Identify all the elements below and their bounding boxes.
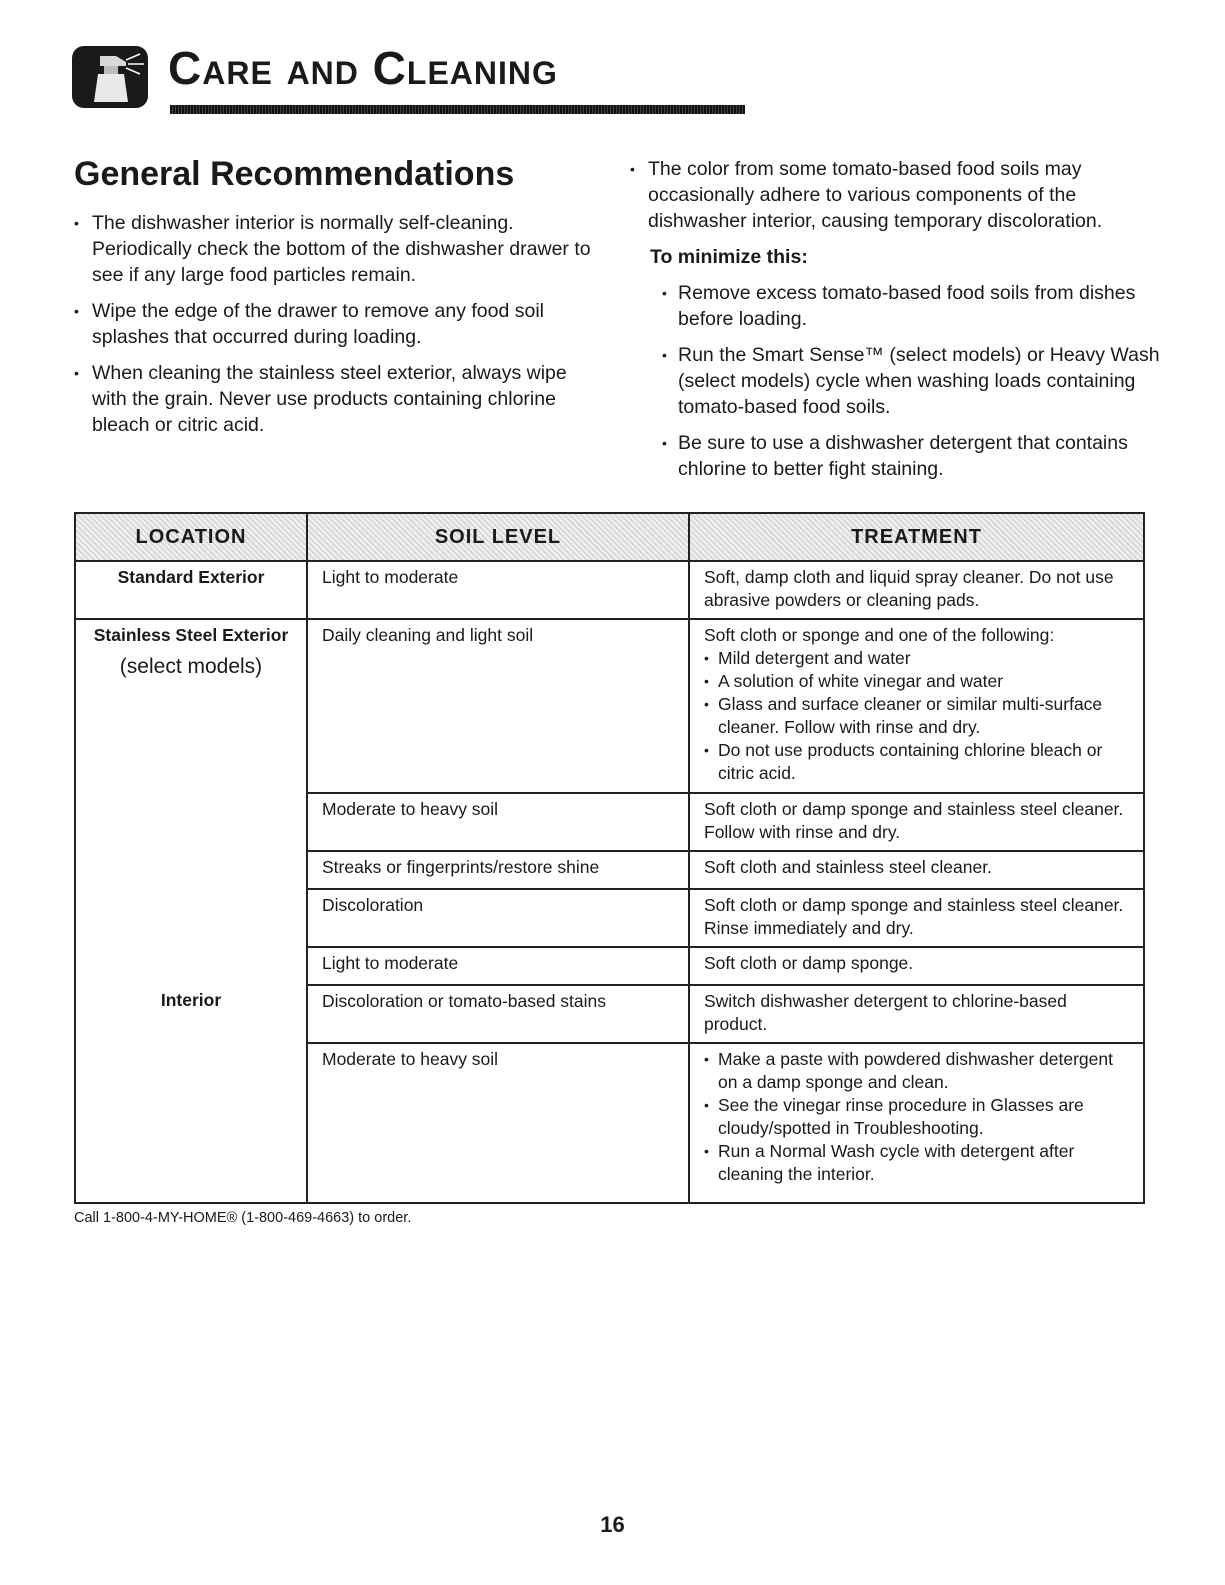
recommendation-item: • Wipe the edge of the drawer to remove any food soil splashes that occurred during loading. <box>74 298 594 350</box>
title-underline <box>170 105 745 114</box>
treatment-cell: Soft cloth or damp sponge. <box>689 947 1144 985</box>
soil-level-cell: Light to moderate <box>307 561 689 619</box>
minimize-heading: To minimize this: <box>650 246 808 268</box>
treatment-cell <box>689 1043 1144 1203</box>
treatment-line: • Mild detergent and water <box>704 647 1129 670</box>
page-header <box>70 38 740 118</box>
soil-level-cell: Light to moderate <box>307 947 689 985</box>
treatment-line: • Run a Normal Wash cycle with detergent after cleaning the interior. <box>704 1140 1129 1186</box>
treatment-cell: Switch dishwasher detergent to chlorine-based product. <box>689 985 1144 1043</box>
soil-level-cell: Discoloration <box>307 889 689 947</box>
page-title: Care and Cleaning <box>168 42 558 94</box>
spray-bottle-icon <box>70 42 152 112</box>
location-stainless-label: Stainless Steel Exterior <box>93 625 289 645</box>
minimize-item: • Remove excess tomato-based food soils from dishes before loading. <box>630 280 1160 332</box>
treatment-cell: Soft, damp cloth and liquid spray cleaner. Do not use abrasive powders or cleaning pads. <box>689 561 1144 619</box>
header-treatment: TREATMENT <box>689 513 1144 561</box>
soil-level-cell: Moderate to heavy soil <box>307 1043 689 1203</box>
treatment-cell: Soft cloth or damp sponge and stainless steel cleaner. Rinse immediately and dry. <box>689 889 1144 947</box>
table-row <box>75 985 1144 1043</box>
treatment-line: • A solution of white vinegar and water <box>704 670 1129 693</box>
recommendation-item: • When cleaning the stainless steel exterior, always wipe with the grain. Never use products containing chlorine bleach or citric acid. <box>74 360 594 438</box>
header-location: LOCATION <box>75 513 307 561</box>
soil-level-cell: Daily cleaning and light soil <box>307 619 689 793</box>
cleaning-table <box>74 512 1145 1204</box>
location-stainless-steel <box>75 619 307 985</box>
treatment-line: • See the vinegar rinse procedure in Glasses are cloudy/spotted in Troubleshooting. <box>704 1094 1129 1140</box>
recommendation-item: • The dishwasher interior is normally self-cleaning. Periodically check the bottom of the dishwasher drawer to see if any large food particles remain. <box>74 210 594 288</box>
soil-level-cell: Moderate to heavy soil <box>307 793 689 851</box>
treatment-cell: Soft cloth or damp sponge and stainless steel cleaner. Follow with rinse and dry. <box>689 793 1144 851</box>
table-row <box>75 619 1144 793</box>
right-column <box>630 156 1160 492</box>
section-title: General Recommendations <box>74 155 515 193</box>
table-row <box>75 561 1144 619</box>
treatment-cell: Soft cloth and stainless steel cleaner. <box>689 851 1144 889</box>
soil-level-cell: Streaks or fingerprints/restore shine <box>307 851 689 889</box>
tomato-stain-note: • The color from some tomato-based food soils may occasionally adhere to various components of the dishwasher interior, causing temporary discoloration. <box>630 156 1160 234</box>
treatment-cell <box>689 619 1144 793</box>
location-interior: Interior <box>75 985 307 1203</box>
location-standard-exterior: Standard Exterior <box>75 561 307 619</box>
soil-level-cell: Discoloration or tomato-based stains <box>307 985 689 1043</box>
order-footnote: Call 1-800-4-MY-HOME® (1-800-469-4663) to order. <box>74 1210 412 1226</box>
header-soil-level: SOIL LEVEL <box>307 513 689 561</box>
treatment-line: • Do not use products containing chlorine bleach or citric acid. <box>704 739 1129 785</box>
location-stainless-note: (select models) <box>119 655 263 678</box>
minimize-item: • Run the Smart Sense™ (select models) or Heavy Wash (select models) cycle when washing loads containing tomato-based food soils. <box>630 342 1160 420</box>
left-column <box>74 152 594 448</box>
page-number: 16 <box>600 1512 625 1537</box>
minimize-item: • Be sure to use a dishwasher detergent that contains chlorine to better fight staining. <box>630 430 1160 482</box>
treatment-line: • Glass and surface cleaner or similar multi-surface cleaner. Follow with rinse and dry. <box>704 693 1129 739</box>
treatment-line: • Make a paste with powdered dishwasher detergent on a damp sponge and clean. <box>704 1048 1129 1094</box>
treatment-line: Soft cloth or sponge and one of the following: <box>704 625 1055 645</box>
